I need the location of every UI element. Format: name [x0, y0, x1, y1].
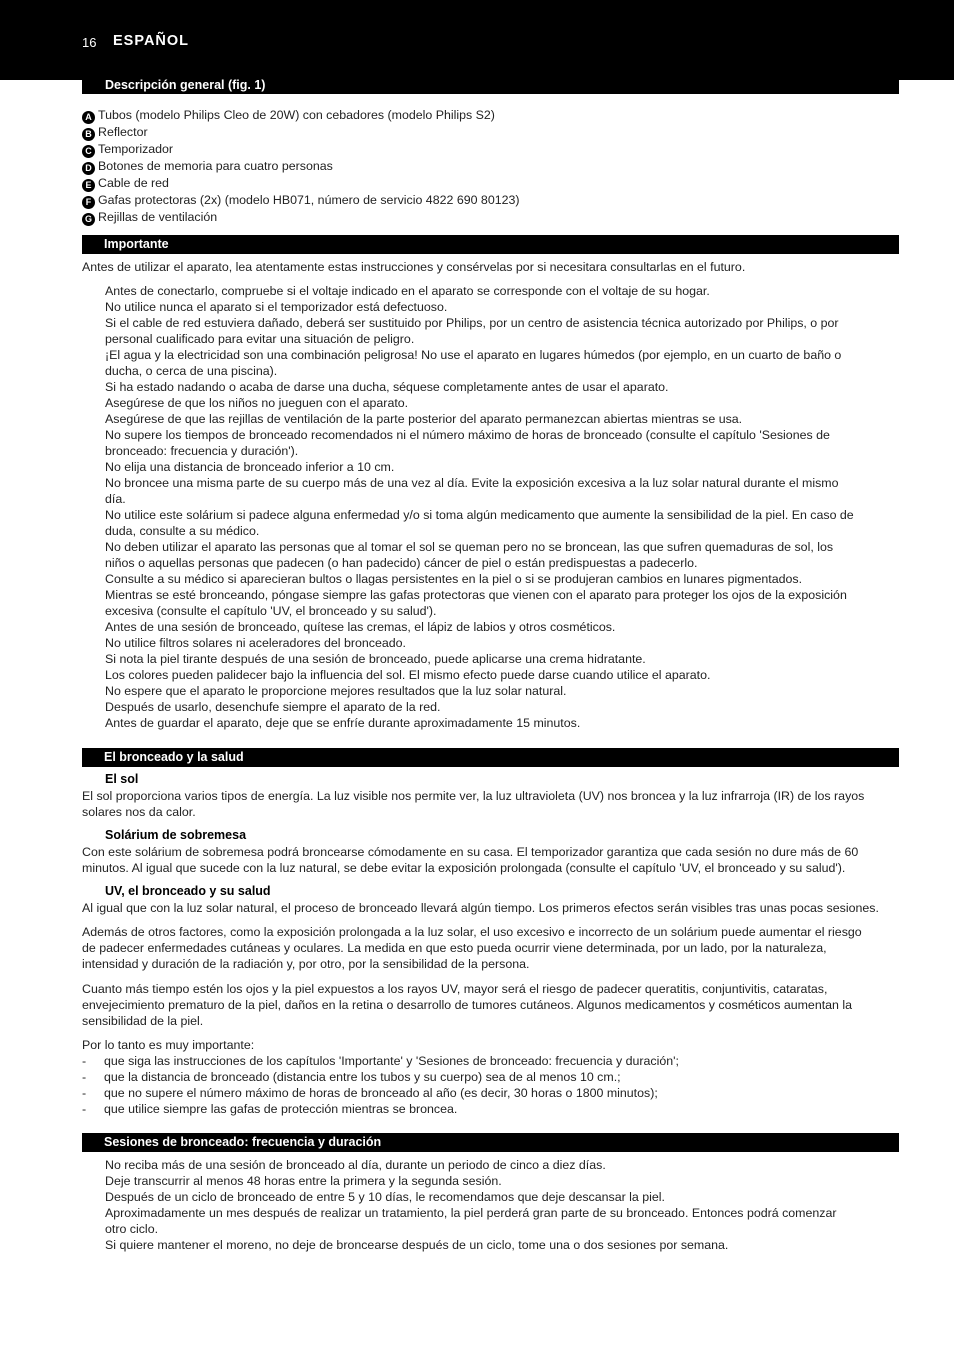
item-text: Botones de memoria para cuatro personas [98, 159, 333, 173]
text-line: El sol proporciona varios tipos de energía. La luz visible nos permite ver, la luz ultravioleta (UV) nos broncea y la luz infrarroja (IR) de los rayos [82, 789, 865, 803]
text-line: Antes de conectarlo, compruebe si el voltaje indicado en el aparato se corresponde con el voltaje de su hogar. [105, 284, 710, 298]
text-line: No espere que el aparato le proporcione mejores resultados que la luz solar natural. [105, 684, 567, 698]
text-line: Deje transcurrir al menos 48 horas entre la primera y la segunda sesión. [105, 1174, 502, 1188]
text-line: Antes de guardar el aparato, deje que se enfríe durante aproximadamente 15 minutos. [105, 716, 581, 730]
text-line: No utilice nunca el aparato si el temporizador está defectuoso. [105, 300, 448, 314]
dash-bullet: - [82, 1070, 87, 1084]
text-line: Asegúrese de que los niños no jueguen con el aparato. [105, 396, 409, 410]
item-text: Gafas protectoras (2x) (modelo HB071, número de servicio 4822 690 80123) [98, 193, 520, 207]
text-line: Antes de una sesión de bronceado, quítese las cremas, el lápiz de labios y otros cosméticos. [105, 620, 616, 634]
uv-paragraph-2 [82, 924, 894, 972]
text-line: solares nos da calor. [82, 805, 196, 819]
item-text: que no supere el número máximo de horas de bronceado al año (es decir, 30 horas o 1800 minutos); [104, 1086, 658, 1100]
text-line: No reciba más de una sesión de bronceado al día, durante un periodo de cinco a diez días. [105, 1158, 606, 1172]
text-line: No utilice filtros solares ni aceleradores del bronceado. [105, 636, 406, 650]
dash-bullet: - [82, 1086, 87, 1100]
page-number: 16 [82, 35, 97, 50]
text-line: ducha, o cerca de una piscina). [105, 364, 278, 378]
text-line: No supere los tiempos de bronceado recomendados ni el número máximo de horas de bronceado (consulte el capítulo 'Sesiones de [105, 428, 830, 442]
text-line: sensibilidad de la piel. [82, 1014, 204, 1028]
item-text: que siga las instrucciones de los capítulos 'Importante' y 'Sesiones de bronceado: frecuencia y duración'; [104, 1054, 679, 1068]
language-label: ESPAÑOL [113, 33, 190, 49]
text-line: Si quiere mantener el moreno, no deje de broncearse después de un ciclo, tome una o dos sesiones por semana. [105, 1238, 729, 1252]
text-line: No elija una distancia de bronceado inferior a 10 cm. [105, 460, 395, 474]
item-text: Tubos (modelo Philips Cleo de 20W) con cebadores (modelo Philips S2) [98, 108, 495, 122]
section-title-important: Importante [82, 235, 899, 254]
uv-list [82, 1037, 894, 1117]
text-line: Después de un ciclo de bronceado de entre 5 y 10 días, le recomendamos que deje descansar la piel. [105, 1190, 665, 1204]
sessions-list [105, 1157, 895, 1253]
text-line: minutos. Al igual que sucede con la luz natural, se debe evitar la exposición prolongada (consulte el capítulo 'UV, el bronceado y su salud'). [82, 861, 846, 875]
text-line: Aproximadamente un mes después de realizar un tratamiento, la piel perderá gran parte de su bronceado. Entonces podrá comenzar [105, 1206, 837, 1220]
text-line: No broncee una misma parte de su cuerpo más de una vez al día. Evite la exposición excesiva a la luz solar natural durante el mismo [105, 476, 839, 490]
text-line: personal cualificado para evitar una situación de peligro. [105, 332, 415, 346]
item-letter-badge: B [82, 128, 95, 141]
sun-paragraph [82, 788, 894, 820]
item-text: que utilice siempre las gafas de protección mientras se broncea. [104, 1102, 458, 1116]
text-line: Los colores pueden palidecer bajo la influencia del sol. El mismo efecto puede darse cuando utilice el aparato. [105, 668, 711, 682]
dash-bullet: - [82, 1102, 87, 1116]
item-text: Reflector [98, 125, 148, 139]
list-item [82, 141, 894, 158]
text-line: Además de otros factores, como la exposición prolongada a la luz solar, el uso excesivo e incorrecto de un solárium puede aumentar el riesgo [82, 925, 862, 939]
text-line: No utilice este solárium si padece alguna enfermedad y/o si toma algún medicamento que aumente la sensibilidad de la piel. En caso de [105, 508, 854, 522]
item-text: Cable de red [98, 176, 169, 190]
text-line: bronceado: frecuencia y duración'). [105, 444, 299, 458]
text-line: Cuanto más tiempo estén los ojos y la piel expuestos a los rayos UV, mayor será el riesgo de padecer queratitis, conjuntivitis, cataratas, [82, 982, 828, 996]
list-item [82, 158, 894, 175]
dash-bullet: - [82, 1054, 87, 1068]
text-line: otro ciclo. [105, 1222, 159, 1236]
text-line: No deben utilizar el aparato las personas que al tomar el sol se queman pero no se broncean, las que sufren quemaduras de sol, los [105, 540, 834, 554]
list-intro: Por lo tanto es muy importante: [82, 1038, 255, 1052]
item-letter-badge: F [82, 196, 95, 209]
text-line: Si ha estado nadando o acaba de darse una ducha, séquese completamente antes de usar el aparato. [105, 380, 669, 394]
text-line: duda, consulte a su médico. [105, 524, 260, 538]
list-item [82, 209, 894, 226]
list-item [82, 124, 894, 141]
text-line: envejecimiento prematuro de la piel, daños en la retina o desarrollo de tumores cutáneos. Algunos medicamentos y cosméticos aumentan la [82, 998, 853, 1012]
list-item [82, 1085, 894, 1101]
subheading-uv: UV, el bronceado y su salud [105, 884, 271, 898]
section-title-tanning-health: El bronceado y la salud [82, 748, 899, 767]
important-intro: Antes de utilizar el aparato, lea atentamente estas instrucciones y consérvelas por si necesitara consultarlas en el futuro. [82, 260, 746, 274]
subheading-sun: El sol [105, 772, 139, 786]
list-item [82, 175, 894, 192]
section-title-overview: Descripción general (fig. 1) [82, 75, 899, 94]
text-line: Si el cable de red estuviera dañado, deberá ser sustituido por Philips, por un centro de asistencia técnica autorizado por Philips, o por [105, 316, 839, 330]
list-item [82, 1053, 894, 1069]
text-line: día. [105, 492, 126, 506]
item-letter-badge: E [82, 179, 95, 192]
item-letter-badge: D [82, 162, 95, 175]
page-header-bar [0, 0, 954, 80]
text-line: Si nota la piel tirante después de una sesión de bronceado, puede aplicarse una crema hidratante. [105, 652, 646, 666]
item-text: Rejillas de ventilación [98, 210, 218, 224]
overview-list [82, 107, 894, 226]
text-line: de padecer enfermedades cutáneas y oculares. La medida en que esto pueda ocurrir viene determinada, por un lado, por la naturaleza, [82, 941, 827, 955]
uv-paragraph-3 [82, 981, 894, 1029]
item-text: que la distancia de bronceado (distancia entre los tubos y su cuerpo) sea de al menos 10 cm.; [104, 1070, 621, 1084]
item-letter-badge: G [82, 213, 95, 226]
text-line: Consulte a su médico si aparecieran bultos o llagas persistentes en la piel o si se produjeran cambios en lunares pigmentados. [105, 572, 803, 586]
text-line: niños o aquellas personas que padecen (o han padecido) cáncer de piel o están predispuestas a padecerlo. [105, 556, 698, 570]
solarium-paragraph [82, 844, 894, 876]
text-line: ¡El agua y la electricidad son una combinación peligrosa! No use el aparato en lugares húmedos (por ejemplo, en un cuarto de baño o [105, 348, 842, 362]
uv-paragraph-1: Al igual que con la luz solar natural, el proceso de bronceado llevará algún tiempo. Los primeros efectos serán visibles tras unas pocas sesiones. [82, 901, 879, 915]
text-line: intensidad y duración de la radiación y, por otro, por la sensibilidad de la persona. [82, 957, 530, 971]
list-item [82, 192, 894, 209]
subheading-solarium: Solárium de sobremesa [105, 828, 247, 842]
important-list [105, 283, 895, 731]
list-item [82, 1069, 894, 1085]
list-item [82, 107, 894, 124]
text-line: Después de usarlo, desenchufe siempre el aparato de la red. [105, 700, 441, 714]
text-line: Asegúrese de que las rejillas de ventilación de la parte posterior del aparato permanezcan abiertas mientras se usa. [105, 412, 743, 426]
text-line: excesiva (consulte el capítulo 'UV, el bronceado y su salud'). [105, 604, 437, 618]
text-line: Mientras se esté bronceando, póngase siempre las gafas protectoras que vienen con el aparato para proteger los ojos de la exposición [105, 588, 847, 602]
section-title-sessions: Sesiones de bronceado: frecuencia y duración [82, 1133, 899, 1152]
item-letter-badge: A [82, 111, 95, 124]
list-item [82, 1101, 894, 1117]
text-line: Con este solárium de sobremesa podrá broncearse cómodamente en su casa. El temporizador garantiza que cada sesión no dure más de 60 [82, 845, 859, 859]
item-text: Temporizador [98, 142, 174, 156]
item-letter-badge: C [82, 145, 95, 158]
